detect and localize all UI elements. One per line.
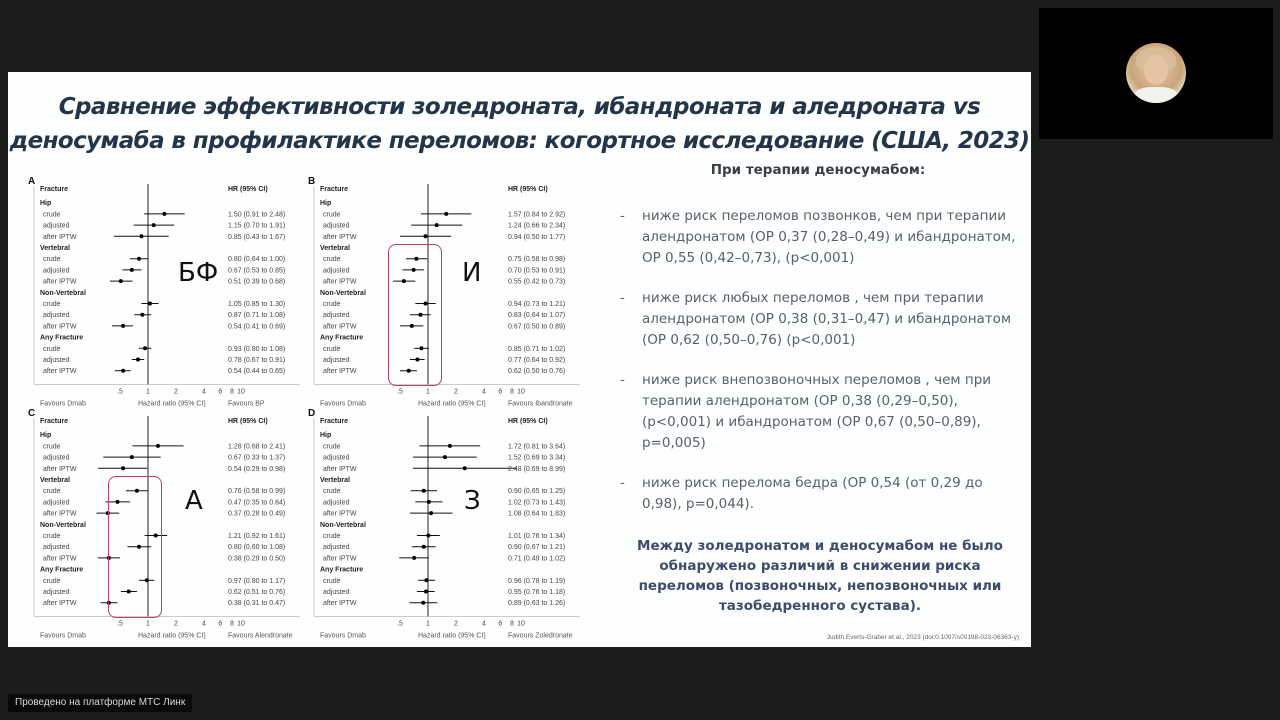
group-label: Any Fracture	[40, 566, 84, 574]
panel-letter: B	[308, 176, 316, 187]
hr-value: 0.97 (0.80 to 1.17)	[228, 577, 286, 585]
hr-value: 0.67 (0.33 to 1.37)	[228, 454, 286, 462]
axis-tick: 1	[146, 620, 150, 628]
x-axis-label: Hazard ratio (95% CI)	[418, 632, 486, 640]
hr-point	[143, 346, 147, 350]
finding-bullet-hip	[608, 473, 1018, 515]
hr-point	[139, 234, 143, 238]
header-fracture: Fracture	[320, 186, 349, 193]
header-hr: HR (95% CI)	[228, 418, 268, 425]
row-label: crude	[43, 577, 61, 585]
row-label: crude	[323, 256, 341, 264]
hr-point	[140, 313, 144, 317]
hr-point	[412, 556, 416, 560]
row-label: crude	[323, 488, 341, 496]
hr-value: 0.38 (0.31 to 0.47)	[228, 600, 286, 608]
row-label: adjusted	[43, 499, 70, 507]
hr-value: 0.94 (0.73 to 1.21)	[508, 301, 566, 308]
forest-plot-c	[28, 408, 310, 640]
hr-point	[136, 358, 140, 362]
axis-tick: 4	[482, 620, 486, 628]
hr-value: 0.77 (0.64 to 0.92)	[508, 357, 566, 364]
bullet-dash: -	[620, 290, 625, 306]
row-label: adjusted	[43, 357, 70, 364]
hr-point	[448, 444, 452, 448]
hr-value: 0.93 (0.80 to 1.08)	[228, 345, 286, 353]
group-label: Hip	[40, 432, 52, 440]
hr-value: 0.54 (0.29 to 0.98)	[228, 465, 286, 473]
hr-point	[424, 590, 428, 594]
axis-tick: 1	[426, 388, 430, 396]
hr-value: 0.62 (0.50 to 0.76)	[508, 368, 566, 376]
hr-value: 0.80 (0.60 to 1.08)	[228, 544, 286, 552]
hr-point	[152, 223, 156, 227]
forest-plot-d	[308, 408, 590, 640]
drug-label-zoledronate: З	[464, 486, 481, 516]
hr-point	[427, 500, 431, 504]
bullet-text: ниже риск внепозвоночных переломов , чем при терапии алендронатом (ОР 0,38 (0,29–0,50), (p<0,001) и ибандронатом (ОР 0,67 (0,50–0,89), p=0,005)	[642, 372, 992, 451]
group-label: Non-Vertebral	[320, 521, 366, 529]
hr-point	[137, 257, 141, 261]
axis-tick: 6	[218, 620, 223, 628]
hr-point	[429, 511, 433, 515]
hr-value: 1.15 (0.70 to 1.91)	[228, 222, 286, 230]
group-label: Vertebral	[40, 477, 70, 484]
panel-letter: A	[28, 176, 36, 187]
axis-tick: 2	[174, 620, 178, 628]
hr-point	[121, 324, 125, 328]
forest-plot-svg	[308, 408, 590, 640]
bullet-dash: -	[620, 475, 625, 491]
row-label: after IPTW	[43, 233, 77, 241]
row-label: after IPTW	[323, 510, 357, 518]
header-hr: HR (95% CI)	[228, 186, 268, 193]
row-label: adjusted	[323, 222, 350, 230]
group-label: Vertebral	[40, 245, 70, 252]
finding-bullet-any	[608, 288, 1018, 351]
bullet-text: ниже риск перелома бедра (ОР 0,54 (от 0,29 до 0,98), p=0,044).	[642, 475, 983, 512]
hr-value: 0.70 (0.53 to 0.91)	[508, 267, 566, 275]
hr-point	[121, 466, 125, 470]
row-label: crude	[323, 211, 341, 219]
hr-value: 0.76 (0.58 to 0.99)	[228, 488, 286, 496]
axis-tick: 4	[482, 388, 486, 396]
axis-tick: 8	[230, 388, 234, 396]
row-label: adjusted	[43, 267, 70, 275]
axis-tick: .5	[117, 388, 123, 396]
hr-value: 0.38 (0.29 to 0.50)	[228, 555, 286, 563]
row-label: adjusted	[43, 454, 70, 462]
row-label: after IPTW	[323, 465, 357, 473]
x-axis-label: Hazard ratio (95% CI)	[418, 400, 486, 408]
axis-tick: .5	[397, 620, 403, 628]
row-label: after IPTW	[43, 510, 77, 518]
row-label: crude	[323, 533, 341, 540]
forest-plot-a	[28, 176, 310, 408]
hr-point	[148, 302, 152, 306]
axis-tick: 1	[426, 620, 430, 628]
row-label: adjusted	[323, 267, 350, 275]
group-label: Any Fracture	[320, 334, 364, 342]
row-label: after IPTW	[43, 555, 77, 563]
row-label: adjusted	[323, 589, 350, 596]
slide-title-line-2: деносумаба в профилактике переломов: когортное исследование (США, 2023)	[9, 128, 1030, 154]
hr-point	[156, 444, 160, 448]
hr-value: 0.87 (0.71 to 1.08)	[228, 312, 286, 320]
favours-right: Favours Ibandronate	[508, 400, 573, 408]
hr-value: 0.54 (0.41 to 0.69)	[228, 323, 286, 331]
hr-point	[421, 601, 425, 605]
row-label: crude	[43, 443, 61, 451]
hr-value: 0.90 (0.65 to 1.25)	[508, 488, 566, 496]
hr-value: 0.80 (0.64 to 1.00)	[228, 256, 286, 264]
axis-tick: 6	[218, 388, 223, 396]
presentation-slide	[8, 72, 1031, 647]
row-label: after IPTW	[323, 323, 357, 331]
row-label: adjusted	[323, 454, 350, 462]
header-fracture: Fracture	[320, 418, 349, 425]
row-label: adjusted	[323, 357, 350, 364]
highlight-box	[108, 476, 162, 618]
group-label: Hip	[40, 200, 52, 208]
x-axis-label: Hazard ratio (95% CI)	[138, 400, 206, 408]
favours-left: Favours Dmab	[40, 632, 86, 640]
row-label: crude	[43, 301, 61, 308]
hr-value: 1.24 (0.66 to 2.34)	[508, 222, 566, 230]
row-label: adjusted	[43, 544, 70, 552]
axis-tick: 4	[202, 620, 206, 628]
drug-label-alendronate: А	[185, 486, 203, 516]
citation: Judith Everts-Graber et al., 2023 (doi:0.1007/s00198-023-06363-y)	[826, 634, 1019, 641]
forest-plot-b	[308, 176, 590, 408]
row-label: after IPTW	[43, 600, 77, 608]
row-label: crude	[323, 345, 341, 353]
favours-left: Favours Dmab	[320, 400, 366, 408]
row-label: crude	[43, 256, 61, 264]
header-hr: HR (95% CI)	[508, 418, 548, 425]
hr-point	[130, 268, 134, 272]
header-fracture: Fracture	[40, 186, 69, 193]
row-label: crude	[323, 443, 341, 451]
group-label: Hip	[320, 432, 332, 440]
row-label: crude	[43, 533, 61, 540]
axis-tick: 10	[517, 388, 525, 396]
group-label: Vertebral	[320, 245, 350, 252]
group-label: Any Fracture	[40, 334, 84, 342]
hr-point	[435, 223, 439, 227]
axis-tick: 2	[454, 388, 458, 396]
finding-bullet-vertebral	[608, 206, 1018, 269]
group-label: Hip	[320, 200, 332, 208]
row-label: crude	[43, 488, 61, 496]
row-label: after IPTW	[323, 368, 357, 376]
drug-label-ibandronate: И	[462, 258, 482, 288]
hr-value: 1.05 (0.85 to 1.30)	[228, 301, 286, 308]
axis-tick: 10	[517, 620, 525, 628]
panel-letter: D	[308, 408, 316, 419]
hr-value: 0.89 (0.63 to 1.26)	[508, 600, 566, 608]
hr-point	[422, 545, 426, 549]
row-label: after IPTW	[323, 555, 357, 563]
favours-right: Favours Zoledronate	[508, 632, 573, 640]
bullet-dash: -	[620, 372, 625, 388]
hr-point	[119, 279, 123, 283]
row-label: adjusted	[43, 222, 70, 230]
hr-point	[444, 212, 448, 216]
hr-value: 1.21 (0.92 to 1.61)	[228, 533, 286, 540]
row-label: after IPTW	[323, 233, 357, 241]
hr-value: 0.78 (0.67 to 0.91)	[228, 357, 286, 364]
platform-badge: Проведено на платформе МТС Линк	[8, 694, 192, 712]
avatar-face	[1144, 55, 1168, 85]
hr-value: 0.83 (0.64 to 1.07)	[508, 312, 566, 320]
axis-tick: 8	[510, 620, 514, 628]
hr-value: 1.57 (0.84 to 2.92)	[508, 211, 566, 219]
hr-value: 0.71 (0.49 to 1.02)	[508, 555, 566, 563]
hr-point	[424, 578, 428, 582]
hr-value: 1.72 (0.81 to 3.64)	[508, 443, 566, 451]
group-label: Any Fracture	[320, 566, 364, 574]
hr-value: 0.96 (0.78 to 1.19)	[508, 577, 566, 585]
hr-point	[463, 466, 467, 470]
row-label: after IPTW	[43, 278, 77, 286]
forest-plot-svg	[308, 176, 590, 408]
findings-heading: При терапии деносумабом:	[710, 162, 926, 178]
hr-value: 0.55 (0.42 to 0.73)	[508, 278, 566, 286]
row-label: after IPTW	[323, 600, 357, 608]
hr-value: 0.62 (0.51 to 0.76)	[228, 589, 286, 596]
hr-value: 0.67 (0.53 to 0.85)	[228, 267, 286, 275]
axis-tick: .5	[117, 620, 123, 628]
bullet-text: ниже риск переломов позвонков, чем при терапии алендронатом (ОР 0,37 (0,28–0,49) и ибандронатом, ОР 0,55 (0,42–0,73), (p<0,001)	[642, 208, 1016, 266]
row-label: crude	[43, 345, 61, 353]
group-label: Non-Vertebral	[320, 289, 366, 297]
hr-value: 1.52 (0.69 to 3.34)	[508, 454, 566, 462]
hr-value: 0.47 (0.35 to 0.64)	[228, 499, 286, 507]
hr-value: 1.50 (0.91 to 2.48)	[228, 211, 286, 219]
group-label: Non-Vertebral	[40, 289, 86, 297]
group-label: Vertebral	[320, 477, 350, 484]
highlight-box	[388, 244, 442, 386]
forest-plot-svg	[28, 176, 310, 408]
hr-point	[130, 455, 134, 459]
hr-value: 2.48 (0.69 to 8.99)	[508, 465, 566, 473]
hr-value: 0.85 (0.71 to 1.02)	[508, 345, 566, 353]
hr-value: 0.54 (0.44 to 0.65)	[228, 368, 286, 376]
hr-point	[426, 534, 430, 538]
hr-value: 0.75 (0.58 to 0.98)	[508, 256, 566, 264]
row-label: adjusted	[323, 499, 350, 507]
hr-value: 1.08 (0.64 to 1.83)	[508, 510, 566, 518]
row-label: after IPTW	[43, 368, 77, 376]
row-label: after IPTW	[43, 323, 77, 331]
x-axis-label: Hazard ratio (95% CI)	[138, 632, 206, 640]
row-label: after IPTW	[43, 465, 77, 473]
hr-value: 1.28 (0.68 to 2.41)	[228, 443, 286, 451]
hr-value: 1.01 (0.76 to 1.34)	[508, 533, 566, 540]
axis-tick: .5	[397, 388, 403, 396]
favours-left: Favours Dmab	[320, 632, 366, 640]
hr-point	[443, 455, 447, 459]
axis-tick: 8	[510, 388, 514, 396]
hr-value: 0.37 (0.28 to 0.49)	[228, 510, 286, 518]
axis-tick: 10	[237, 388, 245, 396]
hr-point	[422, 489, 426, 493]
favours-right: Favours Alendronate	[228, 632, 293, 640]
row-label: crude	[43, 211, 61, 219]
axis-tick: 2	[174, 388, 178, 396]
conclusion-text: Между золедронатом и деносумабом не было обнаружено различий в снижении риска переломов (позвоночных, непозвоночных или тазобедренного сустава).	[637, 538, 1003, 614]
hr-value: 0.51 (0.39 to 0.68)	[228, 278, 286, 286]
row-label: after IPTW	[323, 278, 357, 286]
bullet-dash: -	[620, 208, 625, 224]
hr-value: 1.02 (0.73 to 1.43)	[508, 499, 566, 507]
hr-value: 0.95 (0.76 to 1.18)	[508, 589, 566, 596]
avatar-shirt	[1134, 87, 1178, 103]
axis-tick: 2	[454, 620, 458, 628]
axis-tick: 10	[237, 620, 245, 628]
hr-value: 0.85 (0.43 to 1.67)	[228, 233, 286, 241]
axis-tick: 6	[498, 388, 503, 396]
row-label: adjusted	[43, 312, 70, 320]
hr-value: 0.90 (0.67 to 1.21)	[508, 544, 566, 552]
favours-right: Favours BP	[228, 400, 265, 408]
hr-value: 0.94 (0.50 to 1.77)	[508, 233, 566, 241]
row-label: crude	[323, 577, 341, 585]
drug-label-bisphosphonates: БФ	[178, 258, 219, 288]
presenter-avatar	[1126, 43, 1186, 103]
finding-bullet-nonvertebral	[608, 370, 1018, 454]
row-label: adjusted	[323, 312, 350, 320]
hr-point	[424, 234, 428, 238]
row-label: adjusted	[43, 589, 70, 596]
slide-title-line-1: Сравнение эффективности золедроната, ибандроната и аледроната vs	[58, 94, 981, 120]
panel-letter: C	[28, 408, 36, 419]
hr-value: 0.67 (0.50 to 0.89)	[508, 323, 566, 331]
forest-plot-svg	[28, 408, 310, 640]
axis-tick: 6	[498, 620, 503, 628]
header-fracture: Fracture	[40, 418, 69, 425]
axis-tick: 8	[230, 620, 234, 628]
axis-tick: 1	[146, 388, 150, 396]
row-label: adjusted	[323, 544, 350, 552]
axis-tick: 4	[202, 388, 206, 396]
bullet-text: ниже риск любых переломов , чем при терапии алендронатом (ОР 0,38 (0,31–0,47) и ибандронатом (ОР 0,62 (0,50–0,76) (p<0,001)	[642, 290, 1012, 348]
favours-left: Favours Dmab	[40, 400, 86, 408]
group-label: Non-Vertebral	[40, 521, 86, 529]
slide-title	[8, 90, 1031, 158]
hr-point	[162, 212, 166, 216]
hr-point	[121, 369, 125, 373]
header-hr: HR (95% CI)	[508, 186, 548, 193]
row-label: crude	[323, 301, 341, 308]
